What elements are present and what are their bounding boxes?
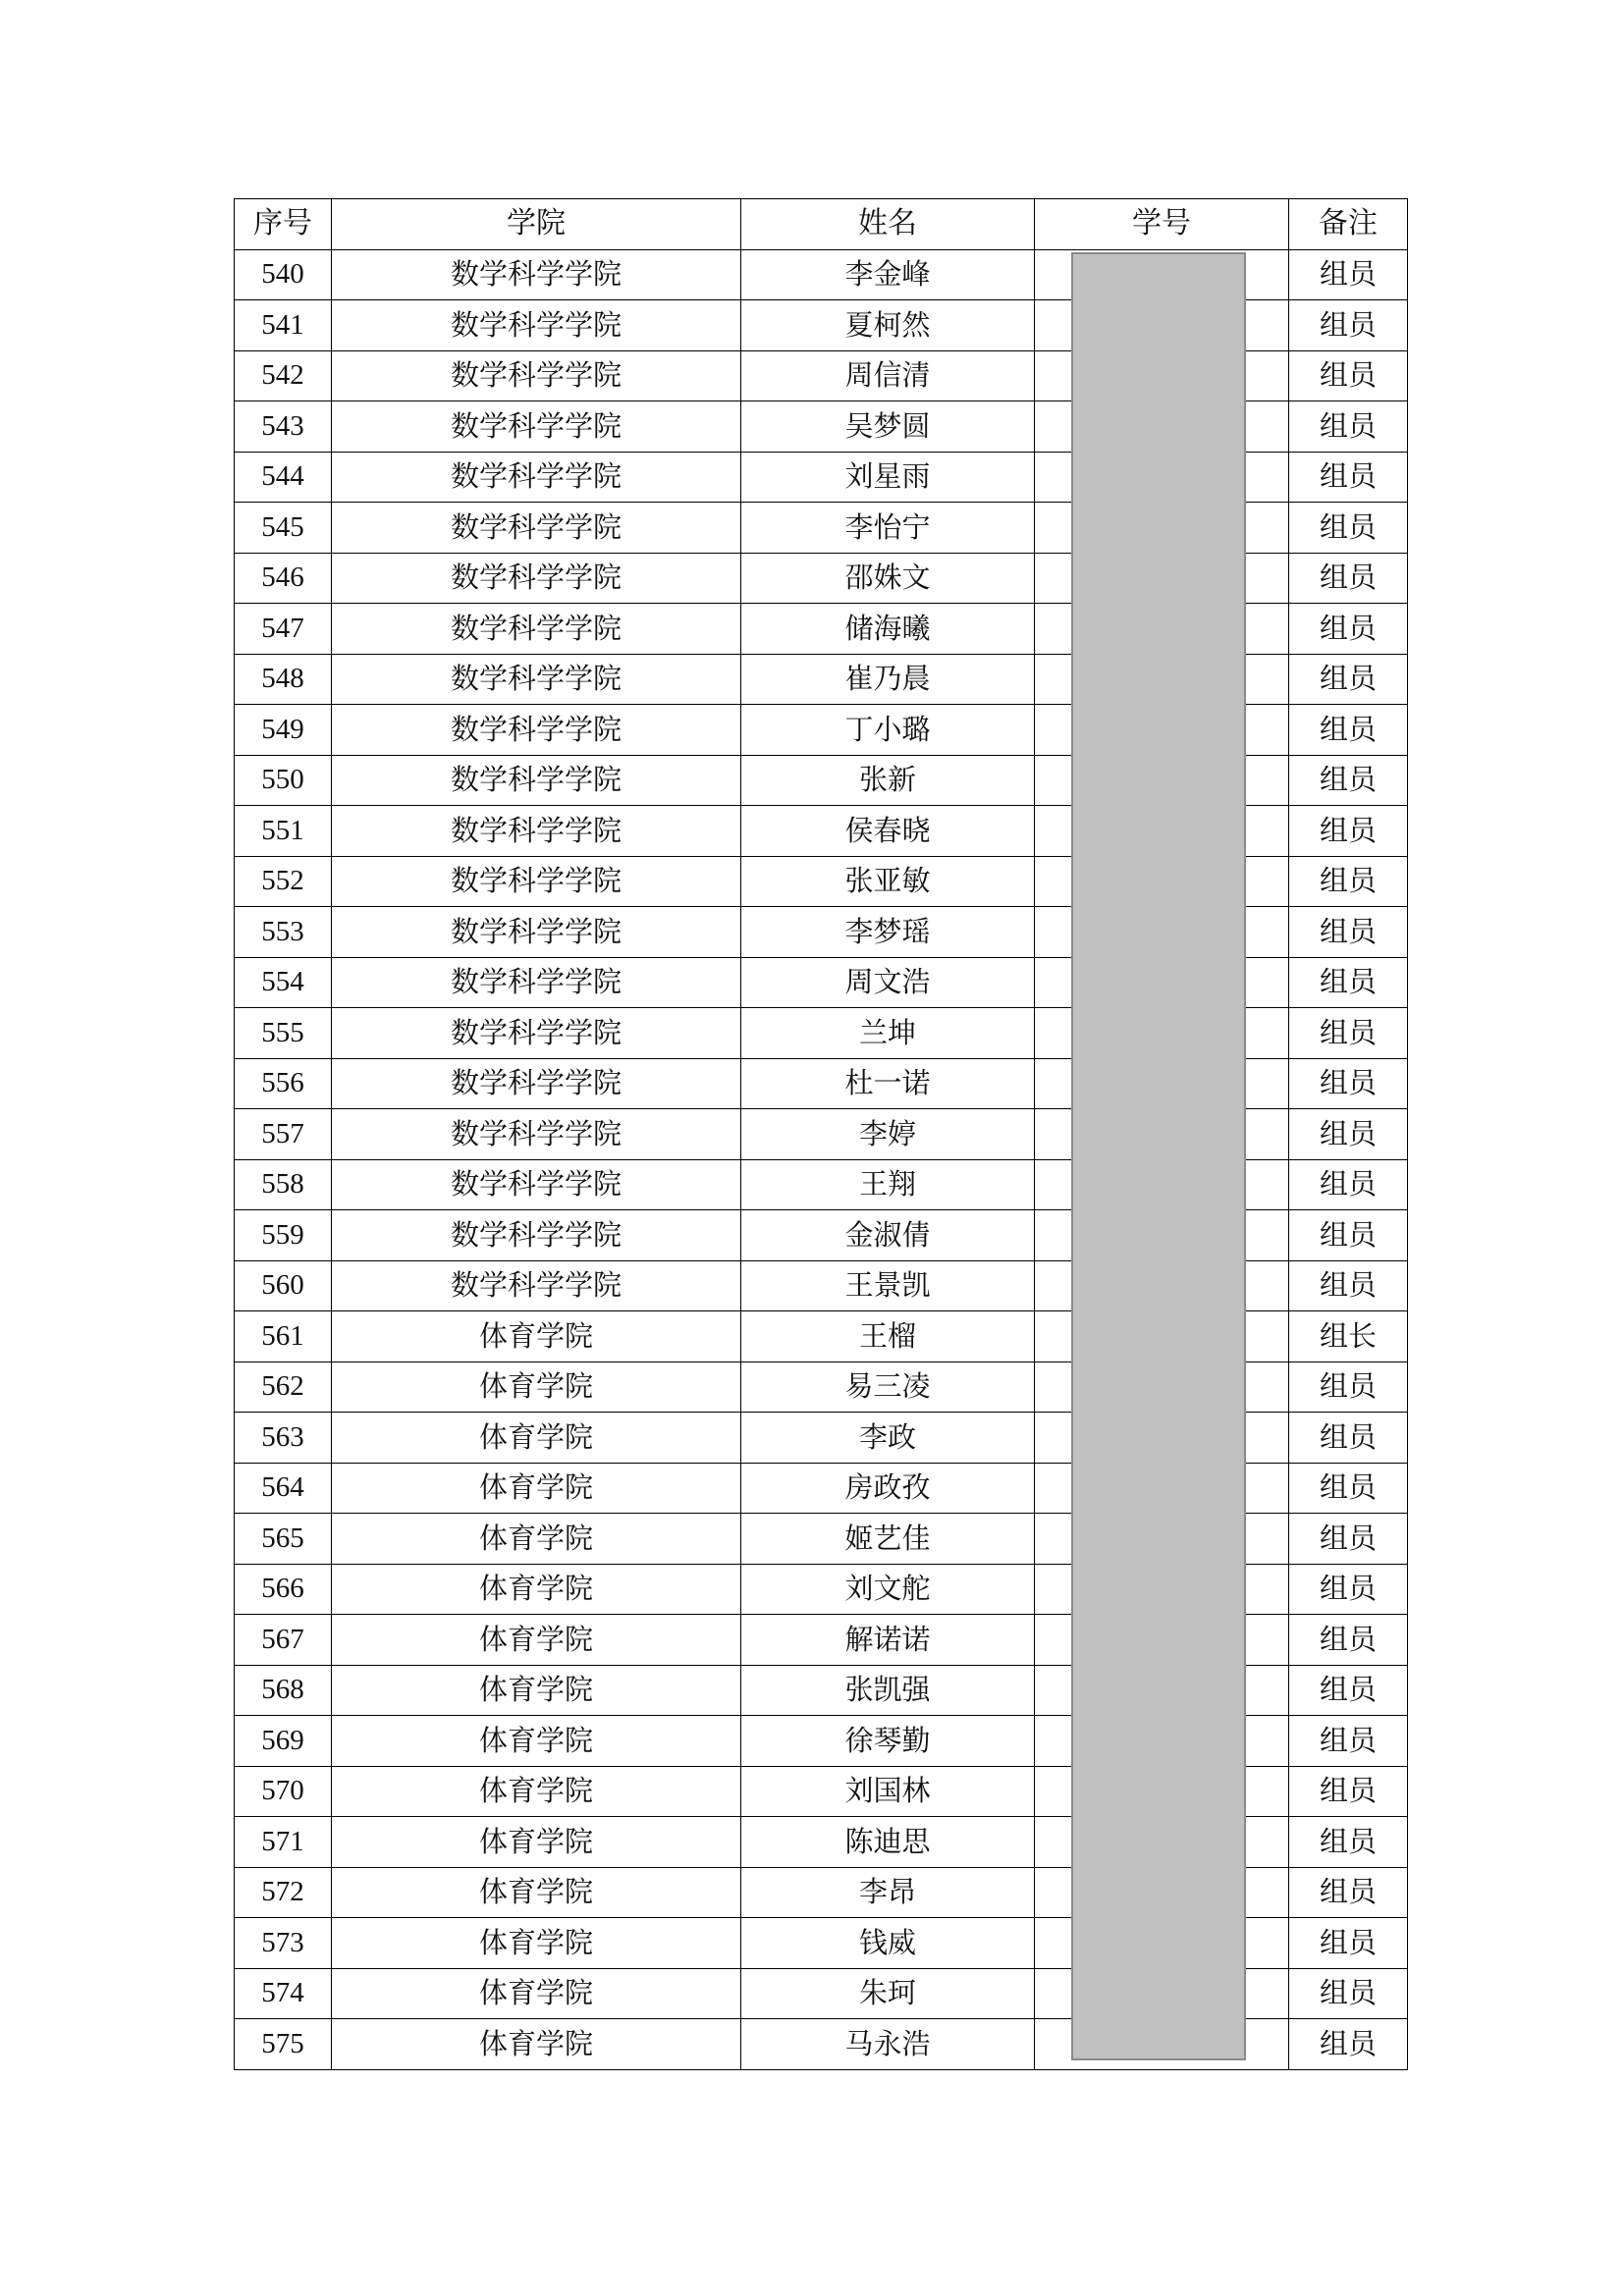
cell-name: 房政孜 <box>741 1463 1035 1514</box>
cell-note: 组员 <box>1289 1716 1408 1767</box>
cell-note: 组员 <box>1289 1260 1408 1311</box>
cell-seq: 562 <box>235 1362 332 1413</box>
cell-name: 张亚敏 <box>741 856 1035 907</box>
cell-note: 组员 <box>1289 1463 1408 1514</box>
cell-name: 侯春晓 <box>741 806 1035 857</box>
cell-college: 体育学院 <box>332 1362 741 1413</box>
cell-note: 组员 <box>1289 1008 1408 1059</box>
cell-name: 夏柯然 <box>741 300 1035 351</box>
cell-college: 数学科学学院 <box>332 1159 741 1210</box>
cell-note: 组员 <box>1289 1109 1408 1160</box>
cell-name: 刘星雨 <box>741 452 1035 503</box>
cell-college: 体育学院 <box>332 1716 741 1767</box>
cell-seq: 550 <box>235 755 332 806</box>
cell-college: 体育学院 <box>332 1665 741 1716</box>
cell-note: 组员 <box>1289 350 1408 401</box>
cell-note: 组员 <box>1289 755 1408 806</box>
cell-seq: 566 <box>235 1564 332 1615</box>
cell-note: 组员 <box>1289 401 1408 453</box>
cell-name: 张凯强 <box>741 1665 1035 1716</box>
cell-seq: 540 <box>235 249 332 300</box>
cell-note: 组员 <box>1289 553 1408 604</box>
cell-seq: 548 <box>235 654 332 705</box>
cell-note: 组员 <box>1289 2019 1408 2070</box>
cell-name: 朱珂 <box>741 1968 1035 2019</box>
cell-name: 李婷 <box>741 1109 1035 1160</box>
cell-note: 组员 <box>1289 806 1408 857</box>
cell-name: 张新 <box>741 755 1035 806</box>
cell-seq: 542 <box>235 350 332 401</box>
cell-note: 组员 <box>1289 604 1408 655</box>
cell-college: 数学科学学院 <box>332 1260 741 1311</box>
cell-college: 数学科学学院 <box>332 249 741 300</box>
cell-note: 组员 <box>1289 705 1408 756</box>
cell-college: 数学科学学院 <box>332 503 741 554</box>
cell-college: 体育学院 <box>332 1463 741 1514</box>
cell-name: 李政 <box>741 1413 1035 1464</box>
cell-college: 数学科学学院 <box>332 654 741 705</box>
cell-college: 体育学院 <box>332 1564 741 1615</box>
cell-seq: 544 <box>235 452 332 503</box>
cell-seq: 543 <box>235 401 332 453</box>
cell-seq: 573 <box>235 1918 332 1969</box>
cell-college: 数学科学学院 <box>332 401 741 453</box>
cell-seq: 551 <box>235 806 332 857</box>
cell-note: 组员 <box>1289 1413 1408 1464</box>
cell-college: 数学科学学院 <box>332 452 741 503</box>
cell-college: 体育学院 <box>332 1514 741 1565</box>
header-note: 备注 <box>1289 199 1408 250</box>
cell-note: 组员 <box>1289 654 1408 705</box>
cell-seq: 557 <box>235 1109 332 1160</box>
cell-name: 吴梦圆 <box>741 401 1035 453</box>
cell-note: 组员 <box>1289 856 1408 907</box>
cell-name: 周文浩 <box>741 957 1035 1008</box>
cell-name: 徐琴勤 <box>741 1716 1035 1767</box>
cell-name: 解诺诺 <box>741 1615 1035 1666</box>
cell-name: 金淑倩 <box>741 1210 1035 1261</box>
cell-name: 邵姝文 <box>741 553 1035 604</box>
cell-note: 组员 <box>1289 452 1408 503</box>
cell-note: 组员 <box>1289 1564 1408 1615</box>
cell-college: 数学科学学院 <box>332 604 741 655</box>
cell-note: 组员 <box>1289 503 1408 554</box>
cell-seq: 545 <box>235 503 332 554</box>
cell-seq: 541 <box>235 300 332 351</box>
cell-seq: 555 <box>235 1008 332 1059</box>
cell-name: 刘文舵 <box>741 1564 1035 1615</box>
cell-seq: 574 <box>235 1968 332 2019</box>
header-student-id: 学号 <box>1035 199 1289 250</box>
cell-note: 组员 <box>1289 300 1408 351</box>
cell-note: 组员 <box>1289 1766 1408 1817</box>
cell-seq: 553 <box>235 907 332 958</box>
cell-seq: 565 <box>235 1514 332 1565</box>
cell-seq: 567 <box>235 1615 332 1666</box>
cell-name: 钱威 <box>741 1918 1035 1969</box>
cell-college: 数学科学学院 <box>332 1058 741 1109</box>
cell-name: 李昂 <box>741 1867 1035 1918</box>
header-seq: 序号 <box>235 199 332 250</box>
cell-college: 数学科学学院 <box>332 553 741 604</box>
cell-name: 储海曦 <box>741 604 1035 655</box>
cell-name: 李梦瑶 <box>741 907 1035 958</box>
cell-college: 体育学院 <box>332 1413 741 1464</box>
cell-college: 数学科学学院 <box>332 1210 741 1261</box>
cell-name: 崔乃晨 <box>741 654 1035 705</box>
cell-college: 数学科学学院 <box>332 755 741 806</box>
cell-note: 组员 <box>1289 1817 1408 1868</box>
cell-seq: 560 <box>235 1260 332 1311</box>
cell-name: 王翔 <box>741 1159 1035 1210</box>
cell-seq: 559 <box>235 1210 332 1261</box>
cell-seq: 571 <box>235 1817 332 1868</box>
cell-seq: 572 <box>235 1867 332 1918</box>
cell-seq: 556 <box>235 1058 332 1109</box>
cell-note: 组员 <box>1289 249 1408 300</box>
cell-name: 丁小璐 <box>741 705 1035 756</box>
cell-college: 数学科学学院 <box>332 300 741 351</box>
cell-note: 组员 <box>1289 1058 1408 1109</box>
cell-name: 陈迪思 <box>741 1817 1035 1868</box>
cell-college: 体育学院 <box>332 1867 741 1918</box>
cell-note: 组员 <box>1289 1867 1408 1918</box>
cell-note: 组长 <box>1289 1311 1408 1362</box>
cell-name: 李金峰 <box>741 249 1035 300</box>
cell-name: 兰坤 <box>741 1008 1035 1059</box>
cell-seq: 552 <box>235 856 332 907</box>
cell-seq: 554 <box>235 957 332 1008</box>
cell-college: 数学科学学院 <box>332 856 741 907</box>
cell-name: 易三凌 <box>741 1362 1035 1413</box>
cell-seq: 563 <box>235 1413 332 1464</box>
cell-note: 组员 <box>1289 1514 1408 1565</box>
cell-note: 组员 <box>1289 1210 1408 1261</box>
cell-name: 杜一诺 <box>741 1058 1035 1109</box>
cell-college: 体育学院 <box>332 1615 741 1666</box>
cell-college: 体育学院 <box>332 1311 741 1362</box>
student-id-redaction-block <box>1071 252 1246 2060</box>
cell-college: 体育学院 <box>332 1918 741 1969</box>
cell-college: 数学科学学院 <box>332 1109 741 1160</box>
cell-seq: 546 <box>235 553 332 604</box>
header-name: 姓名 <box>741 199 1035 250</box>
cell-college: 数学科学学院 <box>332 957 741 1008</box>
cell-name: 马永浩 <box>741 2019 1035 2070</box>
cell-note: 组员 <box>1289 1159 1408 1210</box>
cell-note: 组员 <box>1289 1615 1408 1666</box>
cell-note: 组员 <box>1289 1362 1408 1413</box>
cell-note: 组员 <box>1289 1665 1408 1716</box>
cell-college: 数学科学学院 <box>332 705 741 756</box>
cell-seq: 561 <box>235 1311 332 1362</box>
cell-college: 数学科学学院 <box>332 907 741 958</box>
cell-name: 李怡宁 <box>741 503 1035 554</box>
cell-name: 刘国林 <box>741 1766 1035 1817</box>
cell-name: 姬艺佳 <box>741 1514 1035 1565</box>
header-row <box>235 199 1408 250</box>
cell-college: 数学科学学院 <box>332 350 741 401</box>
cell-seq: 564 <box>235 1463 332 1514</box>
cell-seq: 558 <box>235 1159 332 1210</box>
cell-seq: 568 <box>235 1665 332 1716</box>
cell-note: 组员 <box>1289 957 1408 1008</box>
cell-college: 体育学院 <box>332 1968 741 2019</box>
cell-seq: 547 <box>235 604 332 655</box>
cell-note: 组员 <box>1289 907 1408 958</box>
cell-college: 体育学院 <box>332 1817 741 1868</box>
cell-college: 数学科学学院 <box>332 806 741 857</box>
cell-note: 组员 <box>1289 1918 1408 1969</box>
header-college: 学院 <box>332 199 741 250</box>
cell-seq: 570 <box>235 1766 332 1817</box>
cell-name: 王榴 <box>741 1311 1035 1362</box>
cell-seq: 575 <box>235 2019 332 2070</box>
cell-college: 体育学院 <box>332 1766 741 1817</box>
cell-college: 数学科学学院 <box>332 1008 741 1059</box>
cell-college: 体育学院 <box>332 2019 741 2070</box>
cell-seq: 569 <box>235 1716 332 1767</box>
cell-name: 周信清 <box>741 350 1035 401</box>
cell-name: 王景凯 <box>741 1260 1035 1311</box>
cell-note: 组员 <box>1289 1968 1408 2019</box>
cell-seq: 549 <box>235 705 332 756</box>
